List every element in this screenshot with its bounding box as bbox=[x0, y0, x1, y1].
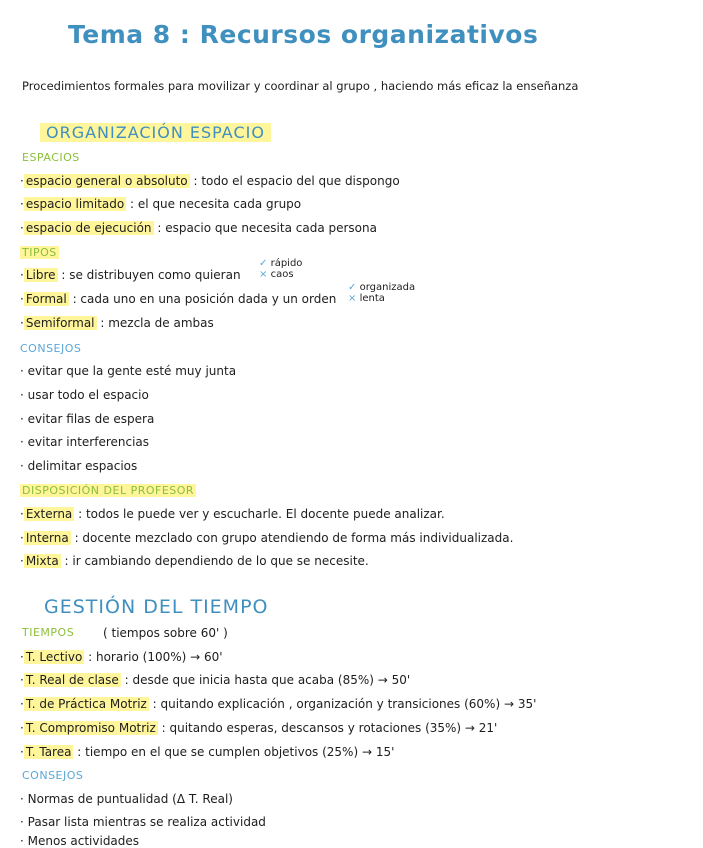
list-item-consejo-4: · evitar interferencias bbox=[20, 435, 150, 449]
list-item-tipo-semiformal: · Semiformal : mezcla de ambas bbox=[20, 316, 214, 330]
list-item-tiempo-real: · T. Real de clase : desde que inicia hasta que acaba (85%) → 50' bbox=[20, 673, 411, 687]
libre-notes: ✓ rápido × caos bbox=[259, 258, 303, 280]
list-item-consejo-tiempo-2: · Pasar lista mientras se realiza actividad bbox=[20, 815, 266, 829]
list-item-tiempo-practica: · T. de Práctica Motriz : quitando explicación , organización y transiciones (60%) → 35' bbox=[20, 697, 537, 711]
list-item-espacio-2: · espacio limitado : el que necesita cada grupo bbox=[20, 197, 302, 211]
list-item-consejo-1: · evitar que la gente esté muy junta bbox=[20, 364, 237, 378]
list-item-tiempo-compromiso: · T. Compromiso Motriz : quitando esperas, descansos y rotaciones (35%) → 21' bbox=[20, 721, 498, 735]
list-item-espacio-1: · espacio general o absoluto : todo el espacio del que dispongo bbox=[20, 174, 400, 188]
list-item-consejo-2: · usar todo el espacio bbox=[20, 388, 149, 402]
list-item-disposicion-mixta: · Mixta : ir cambiando dependiendo de lo que se necesite. bbox=[20, 554, 369, 568]
list-item-tiempo-tarea: · T. Tarea : tiempo en el que se cumplen objetivos (25%) → 15' bbox=[20, 745, 395, 759]
subheading-espacios: ESPACIOS bbox=[22, 151, 80, 164]
formal-notes: ✓ organizada × lenta bbox=[348, 282, 416, 304]
page-title: Tema 8 : Recursos organizativos bbox=[68, 20, 539, 49]
list-item-disposicion-interna: · Interna : docente mezclado con grupo atendiendo de forma más individualizada. bbox=[20, 531, 514, 545]
subheading-consejos-tiempo: CONSEJOS bbox=[22, 769, 84, 782]
list-item-tipo-formal: · Formal : cada uno en una posición dada y un orden bbox=[20, 292, 337, 306]
subheading-consejos-espacio: CONSEJOS bbox=[20, 342, 82, 355]
tiempos-note: ( tiempos sobre 60' ) bbox=[103, 626, 228, 640]
list-item-tiempo-lectivo: · T. Lectivo : horario (100%) → 60' bbox=[20, 650, 223, 664]
list-item-consejo-tiempo-3: · Menos actividades bbox=[20, 834, 140, 848]
subheading-tiempos: TIEMPOS bbox=[22, 626, 75, 639]
subheading-tipos: TIPOS bbox=[22, 246, 57, 259]
list-item-consejo-3: · evitar filas de espera bbox=[20, 412, 155, 426]
section-heading-organizacion: ORGANIZACIÓN ESPACIO bbox=[40, 123, 271, 142]
list-item-espacio-3: · espacio de ejecución : espacio que necesita cada persona bbox=[20, 221, 377, 235]
section-heading-tiempo: GESTIÓN DEL TIEMPO bbox=[44, 596, 269, 618]
list-item-tipo-libre: · Libre : se distribuyen como quieran bbox=[20, 268, 241, 282]
subheading-disposicion: DISPOSICIÓN DEL PROFESOR bbox=[22, 484, 195, 497]
list-item-disposicion-externa: · Externa : todos le puede ver y escucharle. El docente puede analizar. bbox=[20, 507, 445, 521]
intro-text: Procedimientos formales para movilizar y coordinar al grupo , haciendo más eficaz la enseñanza bbox=[22, 79, 579, 93]
list-item-consejo-tiempo-1: · Normas de puntualidad (Δ T. Real) bbox=[20, 792, 233, 806]
list-item-consejo-5: · delimitar espacios bbox=[20, 459, 138, 473]
